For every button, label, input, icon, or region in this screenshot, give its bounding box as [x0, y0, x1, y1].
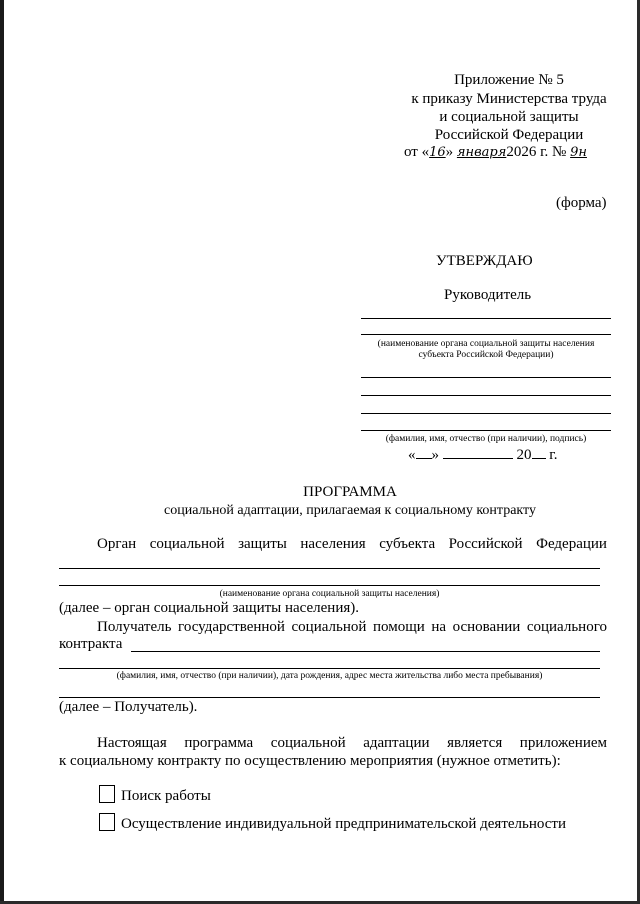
option-job-search[interactable] [99, 785, 211, 805]
word: Российской [448, 536, 523, 552]
word: Получатель [97, 619, 172, 635]
approval-day-blank [416, 445, 432, 459]
recipient-fill-line-1 [131, 651, 600, 652]
name-line-3 [361, 413, 611, 414]
word: Орган [97, 536, 137, 552]
recipient-tail: (далее – Получатель). [59, 699, 198, 715]
word: субъекта [379, 536, 436, 552]
intro-line-2: к социальному контракту по осуществлению мероприятия (нужное отметить): [59, 753, 561, 769]
word: государственной [178, 619, 285, 635]
order-date-line [404, 144, 587, 161]
approval-year-suffix: г. [549, 447, 558, 463]
word: является [447, 735, 503, 751]
word: приложением [519, 735, 607, 751]
org-line-1 [361, 318, 611, 319]
word: программа [184, 735, 254, 751]
approval-year-prefix: 20 [516, 447, 532, 463]
date-prefix: от « [404, 144, 430, 160]
option-label: Поиск работы [121, 788, 211, 804]
option-label: Осуществление индивидуальной предпринимательской деятельности [121, 816, 567, 832]
country-line: Российской Федерации [434, 127, 584, 143]
word: основании [452, 619, 521, 635]
form-label: (форма) [556, 195, 607, 211]
date-month-handwritten: января [456, 145, 507, 160]
word: Настоящая [97, 735, 167, 751]
sign-caption: (фамилия, имя, отчество (при наличии), подпись) [385, 434, 587, 444]
organ-fill-line-2 [59, 585, 600, 586]
word: адаптации [363, 735, 430, 751]
date-year: 2026 г. № [506, 144, 571, 160]
word: населения [300, 536, 366, 552]
name-line-2 [361, 395, 611, 396]
org-caption-1: (наименование органа социальной защиты населения [377, 339, 595, 349]
program-subtitle: социальной адаптации, прилагаемая к социальному контракту [164, 503, 536, 518]
order-ref: к приказу Министерства труда [411, 91, 607, 107]
organ-caption: (наименование органа социальной защиты населения) [219, 589, 440, 599]
order-number-handwritten: 9н [570, 145, 587, 160]
approval-year-blank [532, 445, 546, 459]
word: Федерации [536, 536, 607, 552]
org-caption-2: субъекта Российской Федерации) [418, 350, 554, 360]
date-mid: » [445, 144, 454, 160]
recipient-line-2: контракта [59, 636, 123, 652]
organ-line [97, 536, 607, 553]
recipient-fill-line-3 [59, 697, 600, 698]
approval-month-blank [443, 445, 513, 459]
date-day-handwritten: 16 [429, 145, 446, 160]
word: защиты [238, 536, 287, 552]
option-entrepreneurship[interactable] [99, 813, 566, 833]
checkbox[interactable] [99, 813, 115, 831]
approval-date-open-quote: « [408, 447, 416, 463]
name-line-4 [361, 430, 611, 431]
recipient-line [97, 619, 607, 636]
appendix-number: Приложение № 5 [454, 72, 564, 88]
recipient-caption: (фамилия, имя, отчество (при наличии), дата рождения, адрес места жительства либо места пребывания) [116, 671, 543, 681]
organ-fill-line-1 [59, 568, 600, 569]
approval-date [408, 445, 557, 464]
recipient-fill-line-2 [59, 668, 600, 669]
ministry-line: и социальной защиты [439, 109, 579, 125]
word: социального [526, 619, 607, 635]
word: социальной [270, 735, 346, 751]
word: помощи [372, 619, 425, 635]
approval-role: Руководитель [444, 287, 532, 303]
word: социальной [291, 619, 367, 635]
program-title: ПРОГРАММА [303, 484, 397, 500]
name-line-1 [361, 377, 611, 378]
organ-tail: (далее – орган социальной защиты населения). [59, 600, 360, 616]
approval-title: УТВЕРЖДАЮ [436, 253, 533, 269]
word: социальной [149, 536, 225, 552]
intro-line [97, 735, 607, 752]
checkbox[interactable] [99, 785, 115, 803]
approval-date-close-quote: » [431, 447, 439, 463]
scan-edge-left [0, 0, 4, 904]
word: на [431, 619, 447, 635]
org-line-2 [361, 334, 611, 335]
